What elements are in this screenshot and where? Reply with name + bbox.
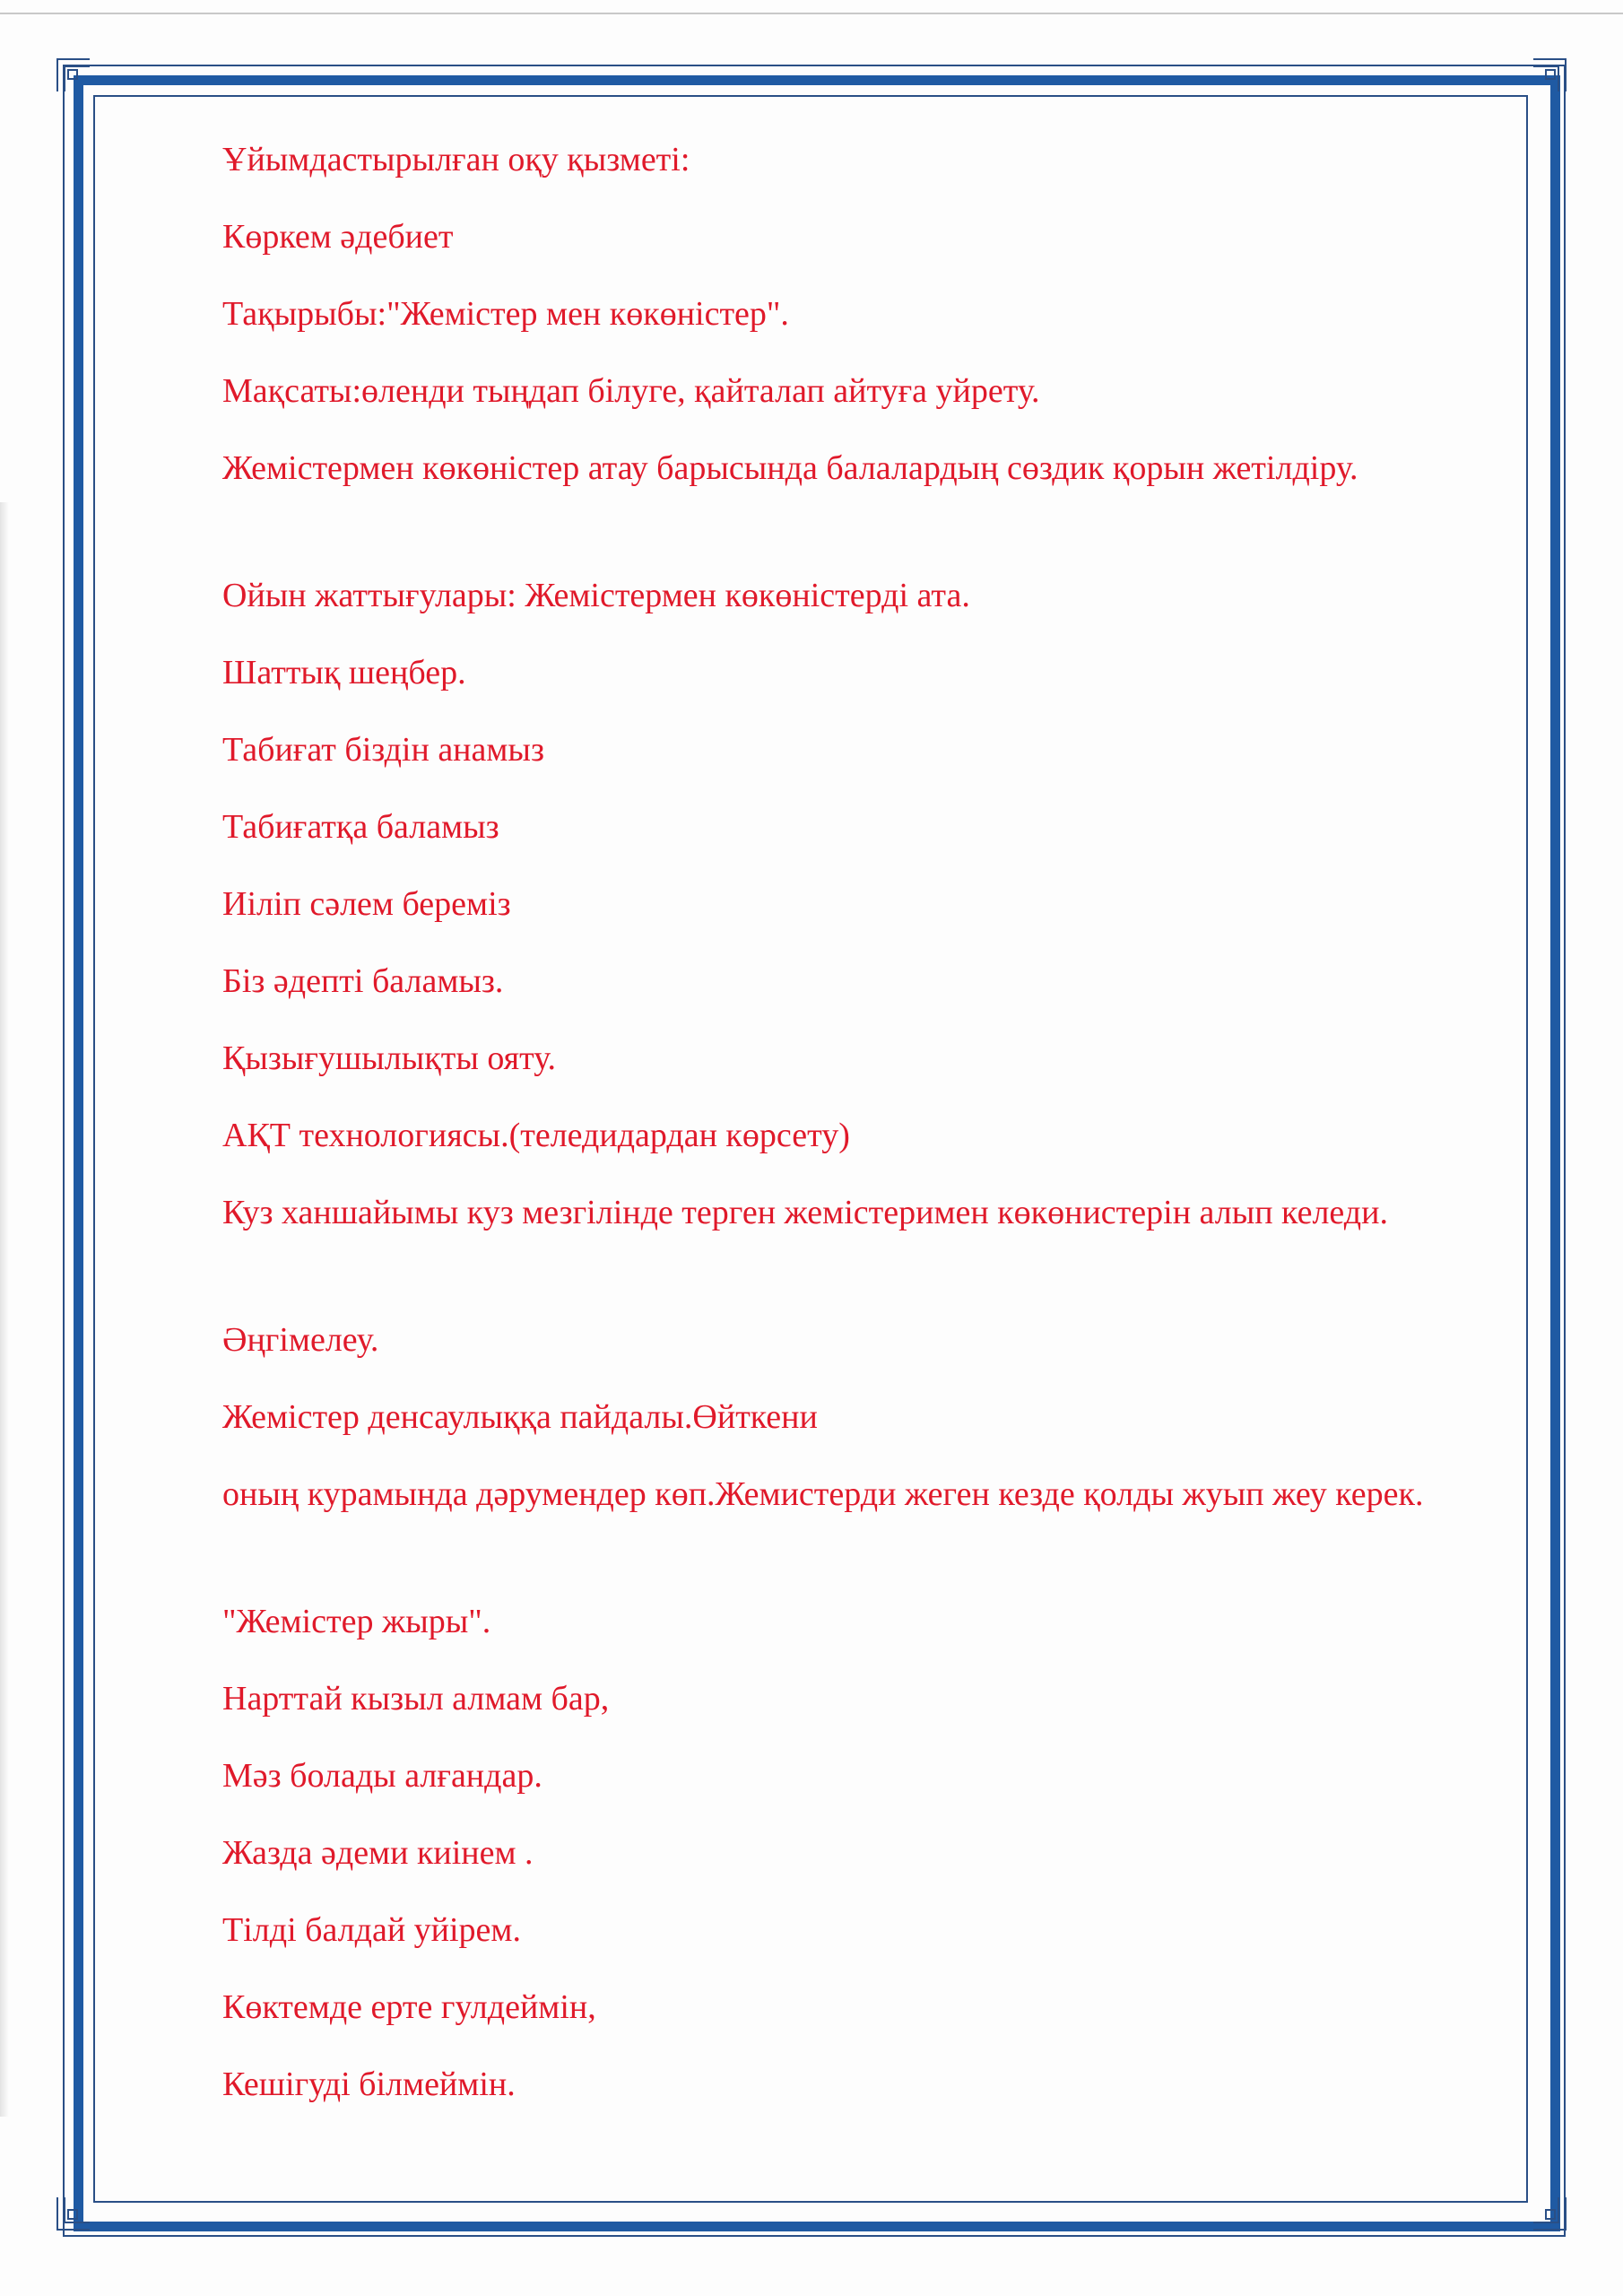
frame-corner-ornament xyxy=(56,57,91,93)
song-line: Мәз болады алғандар. xyxy=(222,1757,542,1795)
game-exercise-line: Ойын жаттығулары: Жемістермен көкөністерді ата. xyxy=(222,577,970,614)
scan-edge-line xyxy=(0,13,1623,14)
story-line: Куз ханшайымы куз мезгілінде терген жемістеримен көкөнистерін алып келеди. xyxy=(222,1194,1388,1231)
motivation-line: Қызығушылықты ояту. xyxy=(222,1039,556,1077)
song-line: Кешігуді білмеймін. xyxy=(222,2066,516,2103)
goal-line: Мақсаты:өленди тыңдап білуге, қайталап айтуға уйрету. xyxy=(222,372,1040,410)
frame-corner-ornament xyxy=(1532,2196,1567,2231)
conversation-line: Әңгімелеу. xyxy=(222,1321,379,1359)
frame-corner-ornament xyxy=(56,2196,91,2231)
circle-of-joy-line: Шаттық шеңбер. xyxy=(222,654,466,691)
song-line: Тілді балдай уйірем. xyxy=(222,1911,521,1949)
poem-line: Табиғатқа баламыз xyxy=(222,808,499,846)
poem-line: Иіліп сәлем береміз xyxy=(222,885,511,923)
song-line: Нарттай кызыл алмам бар, xyxy=(222,1680,610,1718)
scan-edge-shadow xyxy=(0,502,9,2117)
ict-line: АҚТ технологиясы.(теледидардан көрсету) xyxy=(222,1117,850,1154)
song-title: "Жемістер жыры". xyxy=(222,1603,491,1640)
poem-line: Табиғат біздін анамыз xyxy=(222,731,544,769)
subject-line: Көркем әдебиет xyxy=(222,218,454,256)
song-line: Көктемде ерте гулдеймін, xyxy=(222,1988,596,2026)
topic-line: Тақырыбы:"Жемістер мен көкөністер". xyxy=(222,295,789,333)
vitamins-line: оның курамында дәрумендер көп.Жемистерди жеген кезде қолды жуып жеу керек. xyxy=(222,1475,1424,1513)
goal-continuation: Жемістермен көкөністер атау барысында балалардың сөздик қорын жетілдіру. xyxy=(222,449,1358,487)
frame-corner-ornament xyxy=(1532,57,1567,93)
activity-heading: Ұйымдастырылған оқу қызметі: xyxy=(222,141,690,178)
health-line: Жемістер денсаулыққа пайдалы.Өйткени xyxy=(222,1398,818,1436)
song-line: Жазда әдеми киінем . xyxy=(222,1834,534,1872)
poem-line: Біз әдепті баламыз. xyxy=(222,962,504,1000)
